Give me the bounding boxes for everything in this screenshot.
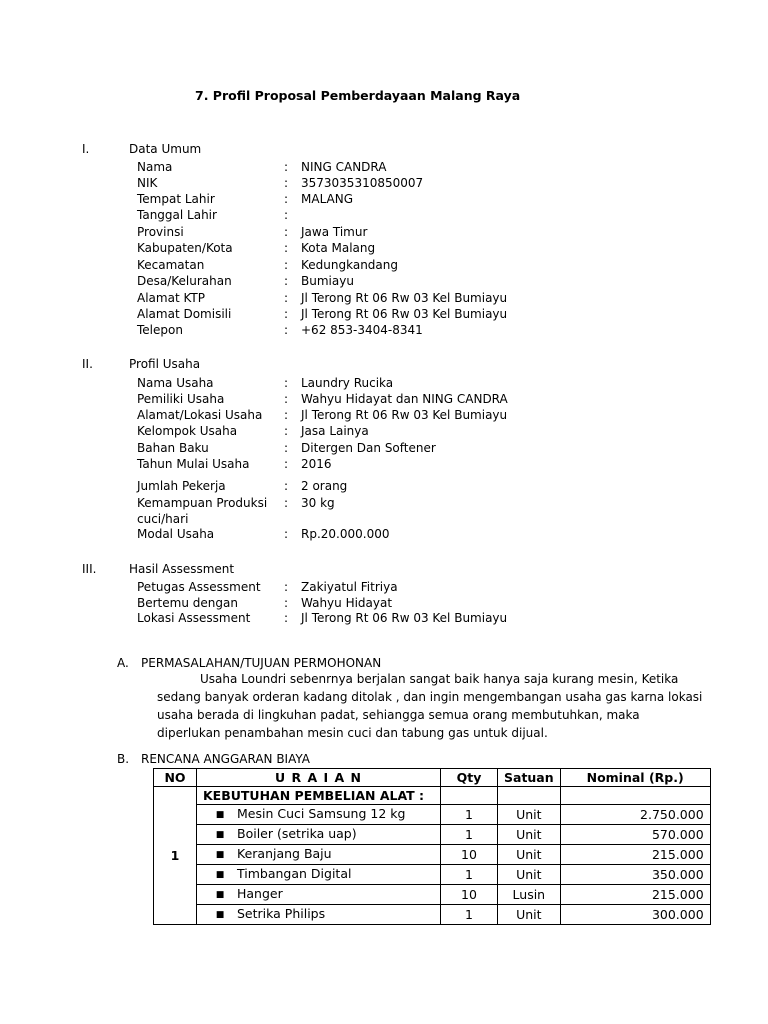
field-colon: : [284, 424, 289, 438]
field-value: Wahyu Hidayat dan NING CANDRA [301, 392, 508, 406]
item-name: Mesin Cuci Samsung 12 kg [237, 806, 406, 821]
field-label: Nama [137, 160, 173, 174]
field-label: Desa/Kelurahan [137, 274, 232, 288]
square-bullet-icon: ■ [215, 830, 225, 840]
section-a-heading: PERMASALAHAN/TUJUAN PERMOHONAN [141, 656, 382, 670]
field-value: +62 853-3404-8341 [301, 323, 423, 337]
field-value: 2016 [301, 457, 332, 471]
item-qty: 1 [441, 905, 498, 925]
section-a-paragraph-line: diperlukan penambahan mesin cuci dan tabung gas untuk dijual. [157, 726, 548, 740]
field-colon: : [284, 457, 289, 471]
item-name: Setrika Philips [237, 906, 326, 921]
document-title: 7. Profil Proposal Pemberdayaan Malang Raya [195, 88, 521, 103]
square-bullet-icon: ■ [215, 870, 225, 880]
field-value: Jl Terong Rt 06 Rw 03 Kel Bumiayu [301, 408, 508, 422]
field-colon: : [284, 611, 289, 625]
section-a-paragraph-line: sedang banyak orderan kadang ditolak , dan ingin mengembangan usaha gas karna lokasi [157, 690, 703, 704]
field-colon: : [284, 274, 289, 288]
item-unit: Unit [498, 865, 561, 885]
field-label: Telepon [137, 323, 183, 337]
item-unit: Unit [498, 825, 561, 845]
field-label: Kecamatan [137, 258, 205, 272]
field-colon: : [284, 258, 289, 272]
field-label: NIK [137, 176, 158, 190]
group-unit-empty [498, 787, 561, 805]
item-description [197, 845, 441, 865]
item-qty: 1 [441, 805, 498, 825]
header-qty: Qty [441, 769, 498, 787]
section-b-letter: B. [117, 752, 130, 766]
item-qty: 10 [441, 845, 498, 865]
field-colon: : [284, 225, 289, 239]
field-value: 30 kg [301, 496, 335, 510]
item-name: Timbangan Digital [237, 866, 352, 881]
section-1-number: I. [82, 142, 90, 156]
field-label: Pemiliki Usaha [137, 392, 225, 406]
field-label: Alamat/Lokasi Usaha [137, 408, 263, 422]
field-colon: : [284, 408, 289, 422]
item-name: Keranjang Baju [237, 846, 332, 861]
field-colon: : [284, 208, 289, 222]
budget-item-row [154, 865, 711, 885]
field-value: Kedungkandang [301, 258, 398, 272]
item-nominal: 215.000 [560, 885, 710, 905]
section-1-heading: Data Umum [129, 142, 202, 156]
field-label: Provinsi [137, 225, 184, 239]
header-satuan: Satuan [498, 769, 561, 787]
item-unit: Unit [498, 845, 561, 865]
header-nominal: Nominal (Rp.) [560, 769, 710, 787]
section-3-heading: Hasil Assessment [129, 562, 235, 576]
item-description [197, 825, 441, 845]
field-label: Nama Usaha [137, 376, 214, 390]
field-colon: : [284, 376, 289, 390]
item-nominal: 215.000 [560, 845, 710, 865]
budget-table [153, 768, 711, 925]
field-value: Ditergen Dan Softener [301, 441, 436, 455]
field-label: Lokasi Assessment [137, 611, 251, 625]
item-qty: 1 [441, 865, 498, 885]
item-qty: 10 [441, 885, 498, 905]
item-name: Hanger [237, 886, 283, 901]
header-no: NO [154, 769, 197, 787]
square-bullet-icon: ■ [215, 910, 225, 920]
field-value: Jl Terong Rt 06 Rw 03 Kel Bumiayu [301, 291, 508, 305]
group-qty-empty [441, 787, 498, 805]
budget-item-row [154, 905, 711, 925]
item-qty: 1 [441, 825, 498, 845]
section-3-number: III. [82, 562, 97, 576]
section-2-heading: Profil Usaha [129, 357, 201, 371]
field-value: Jl Terong Rt 06 Rw 03 Kel Bumiayu [301, 307, 508, 321]
field-label: Tempat Lahir [137, 192, 215, 206]
field-colon: : [284, 192, 289, 206]
field-colon: : [284, 479, 289, 493]
field-colon: : [284, 241, 289, 255]
group-nominal-empty [560, 787, 710, 805]
square-bullet-icon: ■ [215, 890, 225, 900]
section-a-letter: A. [117, 656, 129, 670]
group-title: KEBUTUHAN PEMBELIAN ALAT : [197, 787, 441, 805]
item-unit: Lusin [498, 885, 561, 905]
field-label: Jumlah Pekerja [137, 479, 226, 493]
field-colon: : [284, 307, 289, 321]
field-colon: : [284, 392, 289, 406]
field-value: 2 orang [301, 479, 348, 493]
group-number: 1 [154, 787, 197, 925]
field-value: Wahyu Hidayat [301, 596, 393, 610]
budget-item-row [154, 825, 711, 845]
field-label: Alamat Domisili [137, 307, 232, 321]
field-value: Bumiayu [301, 274, 354, 288]
field-value: 3573035310850007 [301, 176, 424, 190]
field-label: Bahan Baku [137, 441, 209, 455]
square-bullet-icon: ■ [215, 810, 225, 820]
header-uraian: U R A I A N [197, 769, 441, 787]
field-colon: : [284, 160, 289, 174]
field-label: Kabupaten/Kota [137, 241, 233, 255]
field-label: Kemampuan Produksi [137, 496, 268, 510]
field-label: Alamat KTP [137, 291, 205, 305]
item-description [197, 885, 441, 905]
section-b-heading: RENCANA ANGGARAN BIAYA [141, 752, 310, 766]
section-2-number: II. [82, 357, 93, 371]
field-value: Jl Terong Rt 06 Rw 03 Kel Bumiayu [301, 611, 508, 625]
section-a-paragraph-line: usaha berada di lingkuhan padat, sehiangga semua orang membutuhkan, maka [157, 708, 640, 722]
item-description [197, 805, 441, 825]
field-label: Tanggal Lahir [137, 208, 217, 222]
budget-item-row [154, 845, 711, 865]
budget-item-row [154, 805, 711, 825]
field-label: Kelompok Usaha [137, 424, 238, 438]
field-value: Rp.20.000.000 [301, 527, 390, 541]
field-colon: : [284, 580, 289, 594]
field-colon: : [284, 441, 289, 455]
field-value: Kota Malang [301, 241, 376, 255]
section-a-paragraph-line: Usaha Loundri sebenrnya berjalan sangat baik hanya saja kurang mesin, Ketika [200, 672, 679, 686]
field-label: Bertemu dengan [137, 596, 238, 610]
field-label: Tahun Mulai Usaha [137, 457, 250, 471]
field-colon: : [284, 596, 289, 610]
item-name: Boiler (setrika uap) [237, 826, 357, 841]
square-bullet-icon: ■ [215, 850, 225, 860]
field-colon: : [284, 527, 289, 541]
item-unit: Unit [498, 905, 561, 925]
field-label-continued: cuci/hari [137, 512, 189, 526]
field-value: MALANG [301, 192, 354, 206]
field-value: Zakiyatul Fitriya [301, 580, 398, 594]
item-nominal: 2.750.000 [560, 805, 710, 825]
field-value: Jasa Lainya [301, 424, 369, 438]
field-value: Jawa Timur [301, 225, 368, 239]
item-unit: Unit [498, 805, 561, 825]
budget-table-header-row [154, 769, 711, 787]
field-colon: : [284, 323, 289, 337]
field-label: Petugas Assessment [137, 580, 261, 594]
field-value: NING CANDRA [301, 160, 387, 174]
field-colon: : [284, 176, 289, 190]
field-value: Laundry Rucika [301, 376, 394, 390]
field-colon: : [284, 496, 289, 510]
item-nominal: 570.000 [560, 825, 710, 845]
item-description [197, 905, 441, 925]
item-nominal: 350.000 [560, 865, 710, 885]
field-label: Modal Usaha [137, 527, 215, 541]
group-title-row [154, 787, 711, 805]
item-description [197, 865, 441, 885]
item-nominal: 300.000 [560, 905, 710, 925]
field-colon: : [284, 291, 289, 305]
budget-item-row [154, 885, 711, 905]
